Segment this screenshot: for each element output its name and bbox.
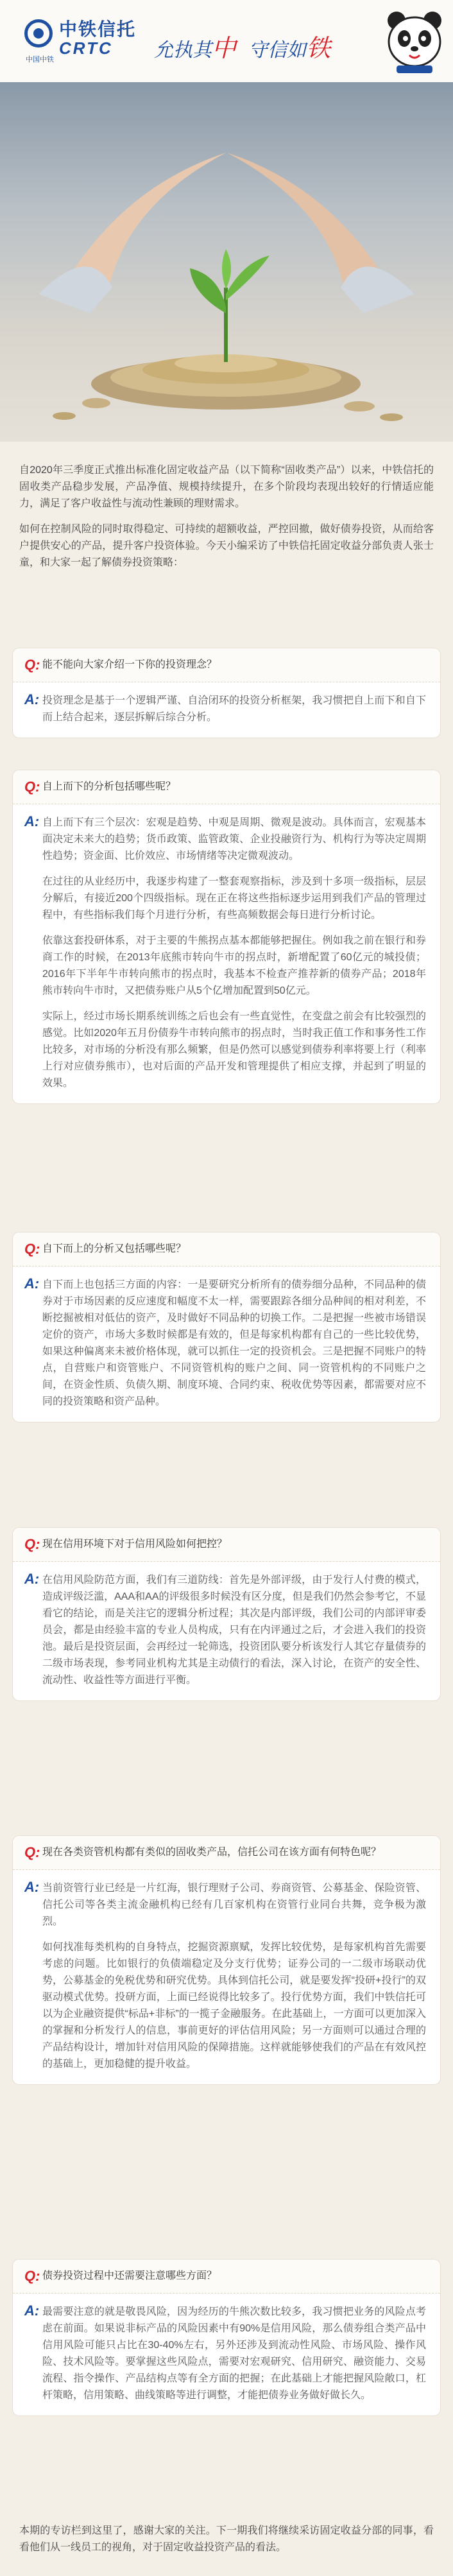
panda-mascot-icon: [382, 6, 447, 77]
answer-mark-icon: A:: [24, 1879, 40, 1895]
question-mark-icon: Q:: [24, 779, 40, 795]
question-mark-icon: Q:: [24, 657, 40, 673]
answer-mark-icon: A:: [24, 2303, 40, 2319]
question-text: 债券投资过程中还需要注意哪些方面？: [42, 2270, 218, 2281]
slogan-accent-1: 中: [212, 34, 237, 62]
answer-paragraph: 投资理念是基于一个逻辑严谨、自洽闭环的投资分析框架，我习惯把自上而下和自下而上结合起来，逐层拆解后综合分析。: [42, 695, 426, 723]
answer-mark-icon: A:: [24, 1275, 40, 1292]
question-text: 现在信用环境下对于信用风险如何把控？: [42, 1539, 228, 1550]
outro-paragraph: 本期的专访栏到这里了，感谢大家的关注。下一期我们将继续采访固定收益分部的同事，看看他们从一线员工的视角，对于固定收益投资产品的看法。: [19, 2525, 434, 2553]
question-mark-icon: Q:: [24, 1536, 40, 1552]
answer-paragraph: 最需要注意的就是敬畏风险，因为经历的牛熊次数比较多，我习惯把业务的风险点考虑在前面。如果说非标产品的风险因素中有90%是信用风险，那么债券组合类产品中信用风险可能只占比在30-40%左右，另外还涉及到流动性风险、市场风险、操作风险、技术风险等。要掌握这些风险点，需要对宏观研究、信用研究、融资能力、交易流程、指令操作、产品结构点等有全方面的把握；在此基础上才能把握风险敞口，杠杆策略，信用策略、曲线策略等进行调整，才能把债券业务做好做长久。: [42, 2306, 426, 2401]
question-row: [13, 1836, 440, 1870]
answer-text: [42, 1572, 426, 1689]
qa-card-1: [13, 648, 440, 738]
answer-row: [13, 1562, 440, 1700]
question-text: 能不能向大家介绍一下你的投资理念？: [42, 659, 218, 670]
question-text: 自下而上的分析又包括哪些呢？: [42, 1243, 187, 1254]
crtc-logo-icon: [24, 19, 53, 48]
question-row: [13, 770, 440, 804]
answer-mark-icon: A:: [24, 691, 40, 707]
intro-section: [0, 462, 453, 571]
hero-image: [0, 82, 453, 442]
answer-paragraph: 当前资管行业已经是一片红海，银行理财子公司、券商资管、公募基金、保险资管、信托公司等各类主流金融机构已经有几百家机构在资管行业同台共舞，竞争极为激烈。: [42, 1883, 426, 1927]
answer-row: [13, 2294, 440, 2416]
answer-paragraph: 自下而上也包括三方面的内容：一是要研究分析所有的债券细分品种，不同品种的债券对于市场因素的反应速度和幅度不太一样，需要跟踪各细分品种间的相对利差，不断挖掘被相对低估的资产，及时做好不同品种的切换工作。二是把握一些被市场错误定价的资产，市场大多数时候都是有效的，但是每家机构都有自己的一些比较优势，如果这种偏离来未被价格体现，就可以抓住一定的投资机会。三是把握不同账户的特点，自营账户和资管账户、不同资管机构的账户之间、同一资管机构的不同账户之间，在资金性质、负债久期、制度环境、合同约束、税收优势等因素，都需要对应不同的投资策略和资产品种。: [42, 1279, 426, 1407]
intro-paragraph-1: 自2020年三季度正式推出标准化固定收益产品（以下简称“固收类产品”）以来，中铁信托的固收类产品稳步发展，产品净值、规模持续提升，在多个阶段均表现出较好的行情适应能力，满足了客户收益性与流动性兼顾的理财需求。: [19, 465, 434, 509]
slogan-part1: 允执其: [154, 39, 212, 62]
question-row: [13, 2260, 440, 2294]
answer-text: [42, 815, 426, 1092]
intro-paragraph-2: 如何在控制风险的同时取得稳定、可持续的超额收益，严控回撤，做好债券投资，从而给客户提供安心的产品，提升客户投资体验。今天小编采访了中铁信托固定收益分部负责人张士童，和大家一起了解债券投资策略：: [19, 524, 434, 568]
qa-card-4: [13, 1528, 440, 1700]
question-mark-icon: Q:: [24, 2268, 40, 2284]
question-row: [13, 1528, 440, 1562]
answer-text: [42, 2304, 426, 2404]
answer-text: [42, 1880, 426, 2073]
question-mark-icon: Q:: [24, 1241, 40, 1257]
logo-english-name: CRTC: [59, 39, 113, 58]
answer-row: [13, 1870, 440, 2084]
answer-paragraph: 实际上，经过市场长期系统训练之后也会有一些直觉性，在变盘之前会有比较强烈的感觉。比如2020年五月份债券牛市转向熊市的拐点时，当时我正值工作和事务性工作比较多，对市场的分析没有那么频繁，但是仍然可以感觉到债券利率将要上行（利率上行对应债券熊市），也对后面的产品开发和管理提供了相应支撑，并起到了明显的效果。: [42, 1011, 426, 1089]
answer-text: [42, 1277, 426, 1410]
slogan-part2: 守信如: [248, 39, 307, 62]
answer-text: [42, 693, 426, 726]
qa-card-3: [13, 1232, 440, 1422]
answer-paragraph: 在信用风险防范方面，我们有三道防线：首先是外部评级，由于发行人付费的模式，造成评级泛滥，AAA和AA的评级很多时候没有区分度，但是我们仍然会参考它，不显看它的结论，而是关注它的逻辑分析过程；其次是内部评级，我们公司的内部评审委员会，都是由经验丰富的专业人员构成，只有在内评通过之后，才会进入我们的投资池。最后是投资层面，会再经过一轮筛选，投资团队要分析该发行人其它存量债券的二级市场表现，参考同业机构尤其是主动债行的看法，深入讨论，在资产的安全性、流动性、收益性等方面进行平衡。: [42, 1575, 426, 1686]
logo-parent-name: 中国中铁: [26, 56, 54, 64]
slogan-accent-2: 铁: [306, 34, 331, 62]
answer-paragraph: 如何找准每类机构的自身特点，挖掘资源禀赋，发挥比较优势，是每家机构首先需要考虑的问题。比如银行的负债端稳定及分支行优势；证券公司的一二级市场联动优势，公募基金的免税优势和研究优势。具体到信托公司，就是要发挥“投研+投行”的双驱动模式优势。投研方面，上面已经说得比较多了。投行优势方面，我们中铁信托可以为企业融资提供“标品+非标”的一揽子金融服务。在此基础上，一方面可以更加深入的掌握和分析发行人的信息，事前更好的评估信用风险；另一方面则可以通过合理的产品结构设计，增加针对信用风险的保障措施。这样就能够使我们的产品在有效风控的基础上，更加稳健的提升收益。: [42, 1942, 426, 2070]
slogan: [154, 28, 330, 64]
qa-card-5: [13, 1836, 440, 2084]
question-row: [13, 648, 440, 682]
qa-card-2: [13, 770, 440, 1103]
logo-chinese-name: 中铁信托: [59, 19, 137, 39]
answer-paragraph: 依靠这套投研体系，对于主要的牛熊拐点基本都能够把握住。例如我之前在银行和券商工作的时候，在2013年底熊市转向牛市的拐点时，新增配置了60亿元的城投债；2016年下半年牛市转向熊市的拐点时，我基本不检查产推荐新的债券产品；2018年熊市转向牛市时，又把债券账户从5个亿增加配置到50亿元。: [42, 935, 426, 996]
answer-mark-icon: A:: [24, 813, 40, 829]
qa-card-6: [13, 2260, 440, 2416]
answer-paragraph: 在过往的从业经历中，我逐步构建了一整套观察指标，涉及到十多项一级指标，层层分解后，有接近200个四级指标。现在正在将这些指标逐步运用到我们产品的管理过程中，有些指标我们每个月进行分析，有些高频数据会每日进行分析讨论。: [42, 876, 426, 921]
question-mark-icon: Q:: [24, 1844, 40, 1860]
question-text: 现在各类资管机构都有类似的固收类产品，信托公司在该方面有何特色呢？: [42, 1847, 382, 1858]
answer-row: [13, 804, 440, 1103]
question-text: 自上而下的分析包括哪些呢？: [42, 781, 176, 792]
answer-row: [13, 682, 440, 738]
question-row: [13, 1232, 440, 1266]
header-banner: [0, 0, 453, 82]
outro-section: [0, 2523, 453, 2556]
answer-mark-icon: A:: [24, 1571, 40, 1587]
answer-paragraph: 自上而下有三个层次：宏观是趋势、中观是周期、微观是波动。具体而言，宏观基本面决定未来大的趋势；货币政策、监管政策、企业投融资行为、机构行为等决定周期性趋势；资金面、比价效应、市场情绪等决定微观波动。: [42, 817, 426, 861]
answer-row: [13, 1266, 440, 1422]
